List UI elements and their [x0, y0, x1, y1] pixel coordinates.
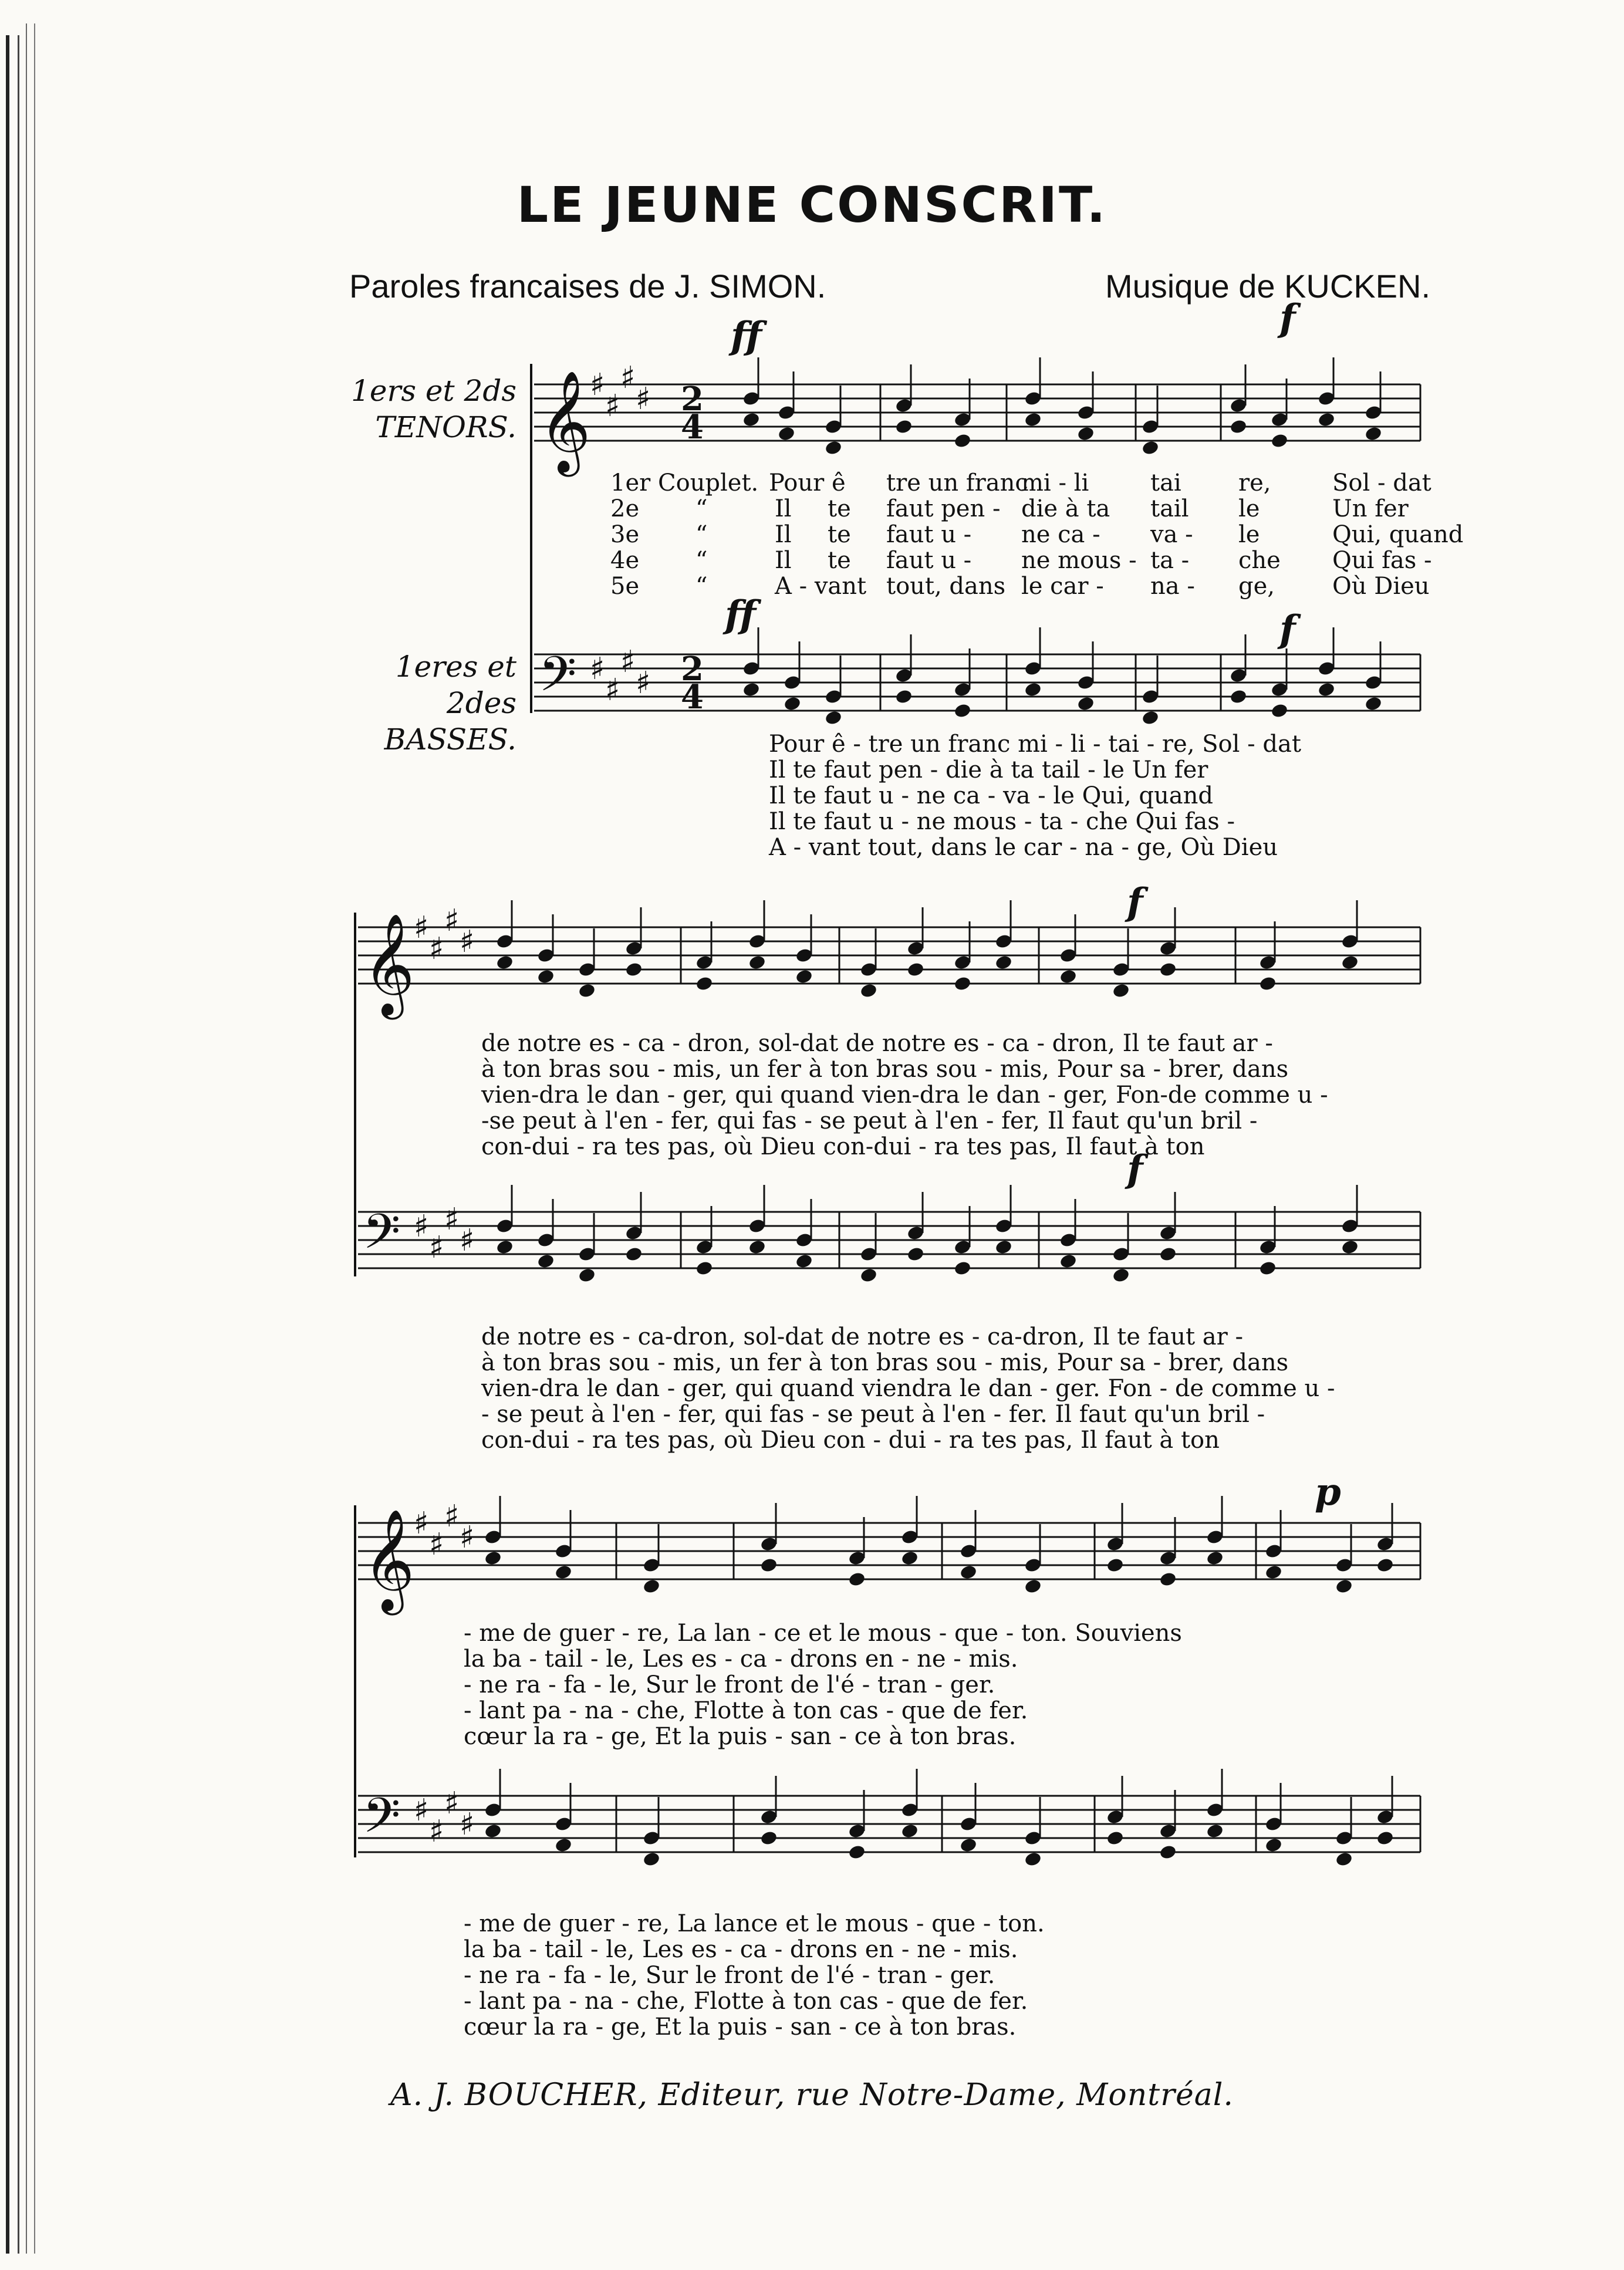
tenor-label-line2: TENORS.	[375, 410, 516, 444]
note-head	[959, 1564, 977, 1580]
note-head	[1106, 1557, 1124, 1573]
lyric: tre un franc	[886, 469, 1028, 496]
note-head	[1024, 411, 1042, 428]
dynamic-f-sys2: f	[1127, 880, 1143, 924]
note-head	[1106, 1830, 1124, 1846]
note-head	[1229, 688, 1247, 705]
bass-label-line2: BASSES.	[384, 722, 516, 756]
sharp-icon: ♯	[414, 1209, 429, 1244]
note-head	[959, 1837, 977, 1853]
system1-tenor-lyrics: 1er Couplet. Pour ê tre un franc mi - li tai re, Sol - dat 2e “ Il te faut pen - die à ta tail le Un fer 3e “ Il te faut u - ne ca - va - le Qui, quand 4e “ Il te faut u - ne mous - ta - che Qui fas - 5e “ A - vant tout, dans le car - na - ge, Où Dieu	[610, 469, 1464, 600]
s3-t-line: cœur la ra - ge, Et la puis - san - ce à ton bras.	[464, 1723, 1017, 1750]
note-head	[642, 1851, 660, 1867]
s1-b-line: Il te faut u - ne mous - ta - che Qui fas -	[769, 808, 1235, 835]
sharp-icon: ♯	[429, 931, 444, 967]
note-head	[1206, 1823, 1224, 1839]
note-head	[1059, 1253, 1077, 1269]
note-head	[900, 1550, 919, 1566]
sharp-icon: ♯	[620, 644, 636, 680]
note-head	[1258, 1260, 1277, 1276]
dynamic-ff-bass: ff	[725, 593, 756, 637]
note-head	[1364, 425, 1382, 442]
sharp-icon: ♯	[429, 1814, 444, 1849]
note-head	[1059, 968, 1077, 985]
s3-b-line: cœur la ra - ge, Et la puis - san - ce à ton bras.	[464, 2014, 1017, 2041]
sharp-icon: ♯	[460, 1807, 475, 1842]
s3-t-line: - me de guer - re, La lan - ce et le mous - que - ton. Souviens	[464, 1620, 1182, 1647]
sharp-icon: ♯	[414, 1793, 429, 1828]
note-head	[484, 1550, 502, 1566]
note-head	[759, 1830, 778, 1846]
note-head	[1270, 433, 1288, 449]
sharp-icon: ♯	[444, 1202, 460, 1237]
note-head	[1159, 1246, 1177, 1262]
s3-t-line: - ne ra - fa - le, Sur le front de l'é - tran - ger.	[464, 1671, 995, 1698]
note-head	[1159, 961, 1177, 978]
note-head	[1141, 710, 1159, 726]
lyric: re,	[1238, 469, 1271, 496]
sharp-icon: ♯	[590, 651, 605, 687]
note-head	[859, 982, 877, 999]
note-head	[1335, 1578, 1353, 1595]
note-head	[536, 968, 555, 985]
note-head	[777, 425, 795, 442]
tenor-label-line1: 1ers et 2ds	[351, 374, 516, 408]
s2-b-line: - se peut à l'en - fer, qui fas - se peut à l'en - fer. Il faut qu'un bril -	[481, 1401, 1265, 1428]
note-head	[695, 1260, 713, 1276]
time-signature: 4	[681, 678, 704, 717]
sharp-icon: ♯	[414, 910, 429, 945]
publisher-footer: A. J. BOUCHER, Editeur, rue Notre-Dame, Montréal.	[390, 2078, 1234, 2113]
note-head	[495, 1239, 514, 1255]
note-head	[1264, 1564, 1282, 1580]
note-head	[1159, 1571, 1177, 1587]
s2-b-line: à ton bras sou - mis, un fer à ton bras sou - mis, Pour sa - brer, dans	[481, 1349, 1289, 1376]
composer-credit: Musique de KUCKEN.	[1105, 268, 1430, 305]
note-head	[624, 1246, 643, 1262]
note-head	[1264, 1837, 1282, 1853]
note-head	[1341, 954, 1359, 971]
bass-label-line1: 1eres et 2des	[395, 650, 516, 720]
note-head	[1159, 1844, 1177, 1860]
dynamic-p-sys3: p	[1315, 1470, 1341, 1514]
note-head	[1076, 425, 1095, 442]
sharp-icon: ♯	[444, 1499, 460, 1534]
note-head	[1112, 982, 1130, 999]
sharp-icon: ♯	[429, 1230, 444, 1265]
note-head	[1270, 702, 1288, 719]
note-head	[748, 1239, 766, 1255]
note-head	[695, 975, 713, 992]
note-head	[894, 418, 913, 435]
note-head	[906, 1246, 924, 1262]
note-head	[759, 1557, 778, 1573]
note-head	[795, 968, 813, 985]
note-head	[536, 1253, 555, 1269]
lyric: Sol - dat	[1332, 469, 1431, 496]
note-head	[1024, 1578, 1042, 1595]
lyric: 1er Couplet.	[610, 469, 759, 496]
s3-b-line: - lant pa - na - che, Flotte à ton cas - que de fer.	[464, 1988, 1028, 2015]
treble-clef-icon: 𝄞	[539, 370, 591, 472]
note-head	[1024, 1851, 1042, 1867]
note-head	[953, 1260, 971, 1276]
sharp-icon: ♯	[636, 381, 651, 417]
treble-clef-icon: 𝄞	[363, 913, 415, 1015]
note-head	[1376, 1830, 1394, 1846]
dynamic-ff-tenor: ff	[731, 314, 762, 358]
s2-t-line: -se peut à l'en - fer, qui fas - se peut à l'en - fer, Il faut qu'un bril -	[481, 1107, 1258, 1134]
note-head	[1076, 695, 1095, 712]
note-head	[578, 982, 596, 999]
s3-t-line: - lant pa - na - che, Flotte à ton cas - que de fer.	[464, 1697, 1028, 1724]
note-head	[1024, 681, 1042, 698]
dynamic-f-sys2-bass: f	[1127, 1147, 1143, 1191]
note-head	[1376, 1557, 1394, 1573]
s2-t-line: con-dui - ra tes pas, où Dieu con-dui - ra tes pas, Il faut à ton	[481, 1133, 1205, 1160]
s1-b-line: Il te faut pen - die à ta tail - le Un fer	[769, 756, 1208, 783]
sharp-icon: ♯	[590, 367, 605, 403]
note-head	[742, 411, 760, 428]
s2-b-line: de notre es - ca-dron, sol-dat de notre es - ca-dron, Il te faut ar -	[481, 1323, 1243, 1350]
note-head	[1206, 1550, 1224, 1566]
bass-clef-icon: 𝄢	[363, 1787, 401, 1856]
song-title: LE JEUNE CONSCRIT.	[516, 176, 1108, 234]
s3-t-line: la ba - tail - le, Les es - ca - drons en - ne - mis.	[464, 1646, 1018, 1673]
note-head	[953, 975, 971, 992]
sharp-icon: ♯	[444, 1786, 460, 1821]
note-head	[484, 1823, 502, 1839]
time-signature: 2	[681, 380, 704, 418]
s1-b-line: A - vant tout, dans le car - na - ge, Où Dieu	[769, 834, 1278, 861]
sharp-icon: ♯	[460, 1223, 475, 1258]
sharp-icon: ♯	[429, 1527, 444, 1562]
note-head	[554, 1564, 572, 1580]
note-head	[1112, 1267, 1130, 1283]
note-head	[953, 702, 971, 719]
sharp-icon: ♯	[605, 673, 620, 708]
note-head	[906, 961, 924, 978]
bass-clef-icon: 𝄢	[363, 1203, 401, 1272]
note-head	[1335, 1851, 1353, 1867]
note-head	[554, 1837, 572, 1853]
treble-clef-icon: 𝄞	[363, 1509, 415, 1611]
time-signature: 4	[681, 408, 704, 447]
s3-b-line: la ba - tail - le, Les es - ca - drons en - ne - mis.	[464, 1936, 1018, 1963]
note-head	[994, 1239, 1012, 1255]
s2-t-line: vien-dra le dan - ger, qui quand vien-dra le dan - ger, Fon-de comme u -	[481, 1082, 1328, 1109]
bass-clef-icon: 𝄢	[539, 646, 577, 714]
note-head	[748, 954, 766, 971]
lyric: mi - li	[1021, 469, 1089, 496]
note-head	[1141, 440, 1159, 456]
note-head	[994, 954, 1012, 971]
sharp-icon: ♯	[460, 1520, 475, 1555]
note-head	[1258, 975, 1277, 992]
note-head	[953, 433, 971, 449]
note-head	[848, 1571, 866, 1587]
lyric: tai	[1150, 469, 1181, 496]
time-signature: 2	[681, 650, 704, 688]
s2-t-line: à ton bras sou - mis, un fer à ton bras sou - mis, Pour sa - brer, dans	[481, 1056, 1289, 1083]
s1-b-line: Pour ê - tre un franc mi - li - tai - re, Sol - dat	[769, 731, 1301, 758]
note-head	[900, 1823, 919, 1839]
s2-b-line: con-dui - ra tes pas, où Dieu con - dui - ra tes pas, Il faut à ton	[481, 1427, 1220, 1454]
sharp-icon: ♯	[620, 360, 636, 396]
dynamic-f-bass: f	[1279, 607, 1296, 651]
note-head	[578, 1267, 596, 1283]
note-head	[848, 1844, 866, 1860]
note-head	[1341, 1239, 1359, 1255]
sharp-icon: ♯	[444, 903, 460, 938]
note-head	[742, 681, 760, 698]
s2-b-line: vien-dra le dan - ger, qui quand viendra le dan - ger. Fon - de comme u -	[481, 1375, 1335, 1402]
note-head	[894, 688, 913, 705]
sharp-icon: ♯	[605, 389, 620, 424]
note-head	[859, 1267, 877, 1283]
note-head	[1229, 418, 1247, 435]
note-head	[783, 695, 801, 712]
lyric: Pour ê	[769, 469, 846, 496]
note-head	[795, 1253, 813, 1269]
note-head	[642, 1578, 660, 1595]
note-head	[624, 961, 643, 978]
note-head	[1317, 411, 1335, 428]
dynamic-f-tenor: f	[1279, 296, 1296, 340]
note-head	[495, 954, 514, 971]
sharp-icon: ♯	[460, 924, 475, 960]
s2-t-line: de notre es - ca - dron, sol-dat de notre es - ca - dron, Il te faut ar -	[481, 1030, 1273, 1057]
note-head	[1364, 695, 1382, 712]
s1-b-line: Il te faut u - ne ca - va - le Qui, quand	[769, 782, 1213, 809]
note-head	[1317, 681, 1335, 698]
note-head	[824, 710, 842, 726]
note-head	[824, 440, 842, 456]
s3-b-line: - ne ra - fa - le, Sur le front de l'é - tran - ger.	[464, 1962, 995, 1989]
lyricist-credit: Paroles francaises de J. SIMON.	[349, 268, 826, 305]
sharp-icon: ♯	[414, 1506, 429, 1541]
sharp-icon: ♯	[636, 666, 651, 701]
s3-b-line: - me de guer - re, La lance et le mous - que - ton.	[464, 1910, 1045, 1937]
